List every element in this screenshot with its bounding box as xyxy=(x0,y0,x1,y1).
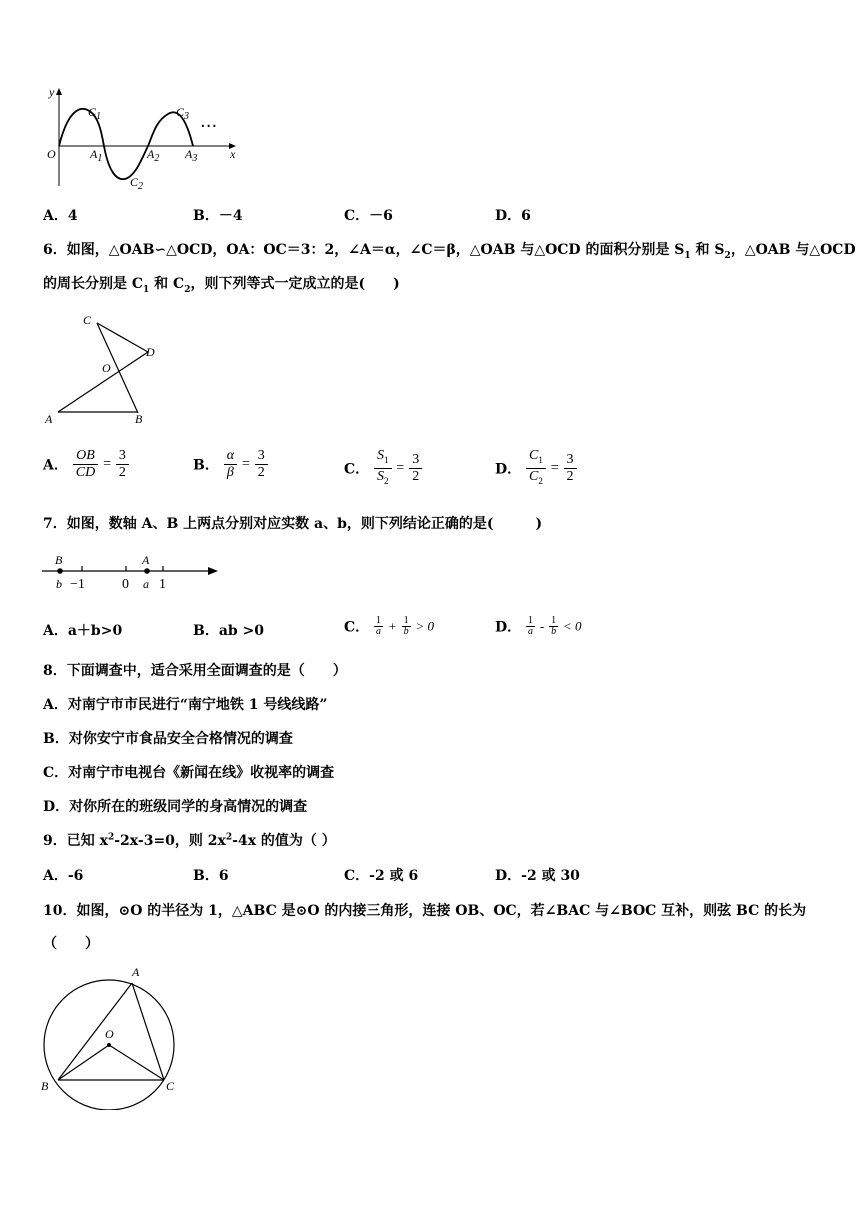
q6-option-b[interactable]: B． $\frac{\alpha}{\beta}$ = $\frac{3}{2}$ xyxy=(193,448,268,481)
q7-option-a[interactable]: A．a＋b>0 xyxy=(43,623,123,639)
q10-label-b: B xyxy=(41,1079,49,1093)
q6-question-line1: 6．如图，△OAB∽△OCD，OA：OC＝3：2，∠A＝α，∠C＝β，△OAB 与△OCD 的面积分别是 $S_1$ 和 $S_2$，△OAB 与△OCD xyxy=(43,242,856,261)
q8-question: 8．下面调查中，适合采用全面调查的是（ ） xyxy=(43,663,347,679)
q5-option-c[interactable]: C．－6 xyxy=(344,208,393,224)
q5-c3-label: $C_3$ xyxy=(176,105,190,122)
q6-question-line2: 的周长分别是 $C_1$ 和 $C_2$，则下列等式一定成立的是( ) xyxy=(43,276,400,295)
q7-label-zero: 0 xyxy=(122,577,129,592)
q6-triangle-figure xyxy=(38,305,168,430)
q5-option-a[interactable]: A．4 xyxy=(43,208,78,224)
q8-option-b[interactable]: B．对你安宁市食品安全合格情况的调查 xyxy=(43,731,293,747)
q8-option-a[interactable]: A．对南宁市市民进行“南宁地铁 1 号线线路” xyxy=(43,697,328,713)
q6-label-b: B xyxy=(135,412,143,426)
q7-label-b: b xyxy=(56,577,62,591)
q6-label-d: D xyxy=(146,345,155,359)
q6-option-a[interactable]: A． $\frac{OB}{CD}$ = $\frac{3}{2}$ xyxy=(43,448,129,481)
q5-option-b[interactable]: B．－4 xyxy=(193,208,243,224)
q10-label-o: O xyxy=(105,1027,114,1041)
q7-label-one: 1 xyxy=(159,577,166,592)
q5-ellipsis: ··· xyxy=(200,116,218,137)
q5-sine-graph xyxy=(38,86,248,196)
q10-question-line2: （ ） xyxy=(43,936,99,952)
q7-option-c[interactable]: C． $\frac{1}{a}$ + $\frac{1}{b}$ > 0 xyxy=(344,615,434,637)
q9-option-c[interactable]: C．-2 或 6 xyxy=(344,868,419,884)
q5-c1-label: $C_1$ xyxy=(88,105,102,122)
q8-option-d[interactable]: D．对你所在的班级同学的身高情况的调查 xyxy=(43,799,308,815)
q6-option-d[interactable]: D． $\frac{C_1}{C_2}$ = $\frac{3}{2}$ xyxy=(495,448,577,489)
q6-label-c: C xyxy=(83,313,92,327)
q9-option-d[interactable]: D．-2 或 30 xyxy=(495,868,580,884)
q6-option-c[interactable]: C． $\frac{S_1}{S_2}$ = $\frac{3}{2}$ xyxy=(344,448,422,489)
q5-option-d[interactable]: D．6 xyxy=(495,208,531,224)
q7-label-A: A xyxy=(142,553,150,567)
q7-option-d[interactable]: D． $\frac{1}{a}$ - $\frac{1}{b}$ < 0 xyxy=(495,615,582,637)
q5-a1-label: $A_1$ xyxy=(90,147,103,164)
q5-y-label: y xyxy=(49,86,55,99)
q5-a2-label: $A_2$ xyxy=(147,147,160,164)
q7-label-a: a xyxy=(143,577,149,591)
q7-label-minus1: −1 xyxy=(70,577,85,592)
q5-origin-label: O xyxy=(47,147,56,161)
q9-question: 9．已知 $x^2-2x-3=0$，则 $2x^2-4x$ 的值为（ ） xyxy=(43,832,336,849)
q10-circle-figure xyxy=(36,960,186,1110)
q9-option-a[interactable]: A．-6 xyxy=(43,868,84,884)
q5-x-label: x xyxy=(230,147,236,161)
q7-option-b[interactable]: B．ab >0 xyxy=(193,623,265,639)
q6-label-a: A xyxy=(45,412,53,426)
q7-question: 7．如图，数轴 A、B 上两点分别对应实数 a、b，则下列结论正确的是( ) xyxy=(43,516,543,532)
q6-label-o: O xyxy=(102,361,111,375)
q8-option-c[interactable]: C．对南宁市电视台《新闻在线》收视率的调查 xyxy=(43,765,335,781)
q7-number-line xyxy=(38,552,223,594)
q7-label-B: B xyxy=(55,553,63,567)
q10-label-a: A xyxy=(132,965,140,979)
q5-c2-label: $C_2$ xyxy=(130,175,144,192)
q5-a3-label: $A_3$ xyxy=(185,147,198,164)
q10-question-line1: 10．如图，⊙O 的半径为 1，△ABC 是⊙O 的内接三角形，连接 OB、OC，若∠BAC 与∠BOC 互补，则弦 BC 的长为 xyxy=(43,903,807,919)
q10-label-c: C xyxy=(166,1079,175,1093)
q9-option-b[interactable]: B．6 xyxy=(193,868,229,884)
